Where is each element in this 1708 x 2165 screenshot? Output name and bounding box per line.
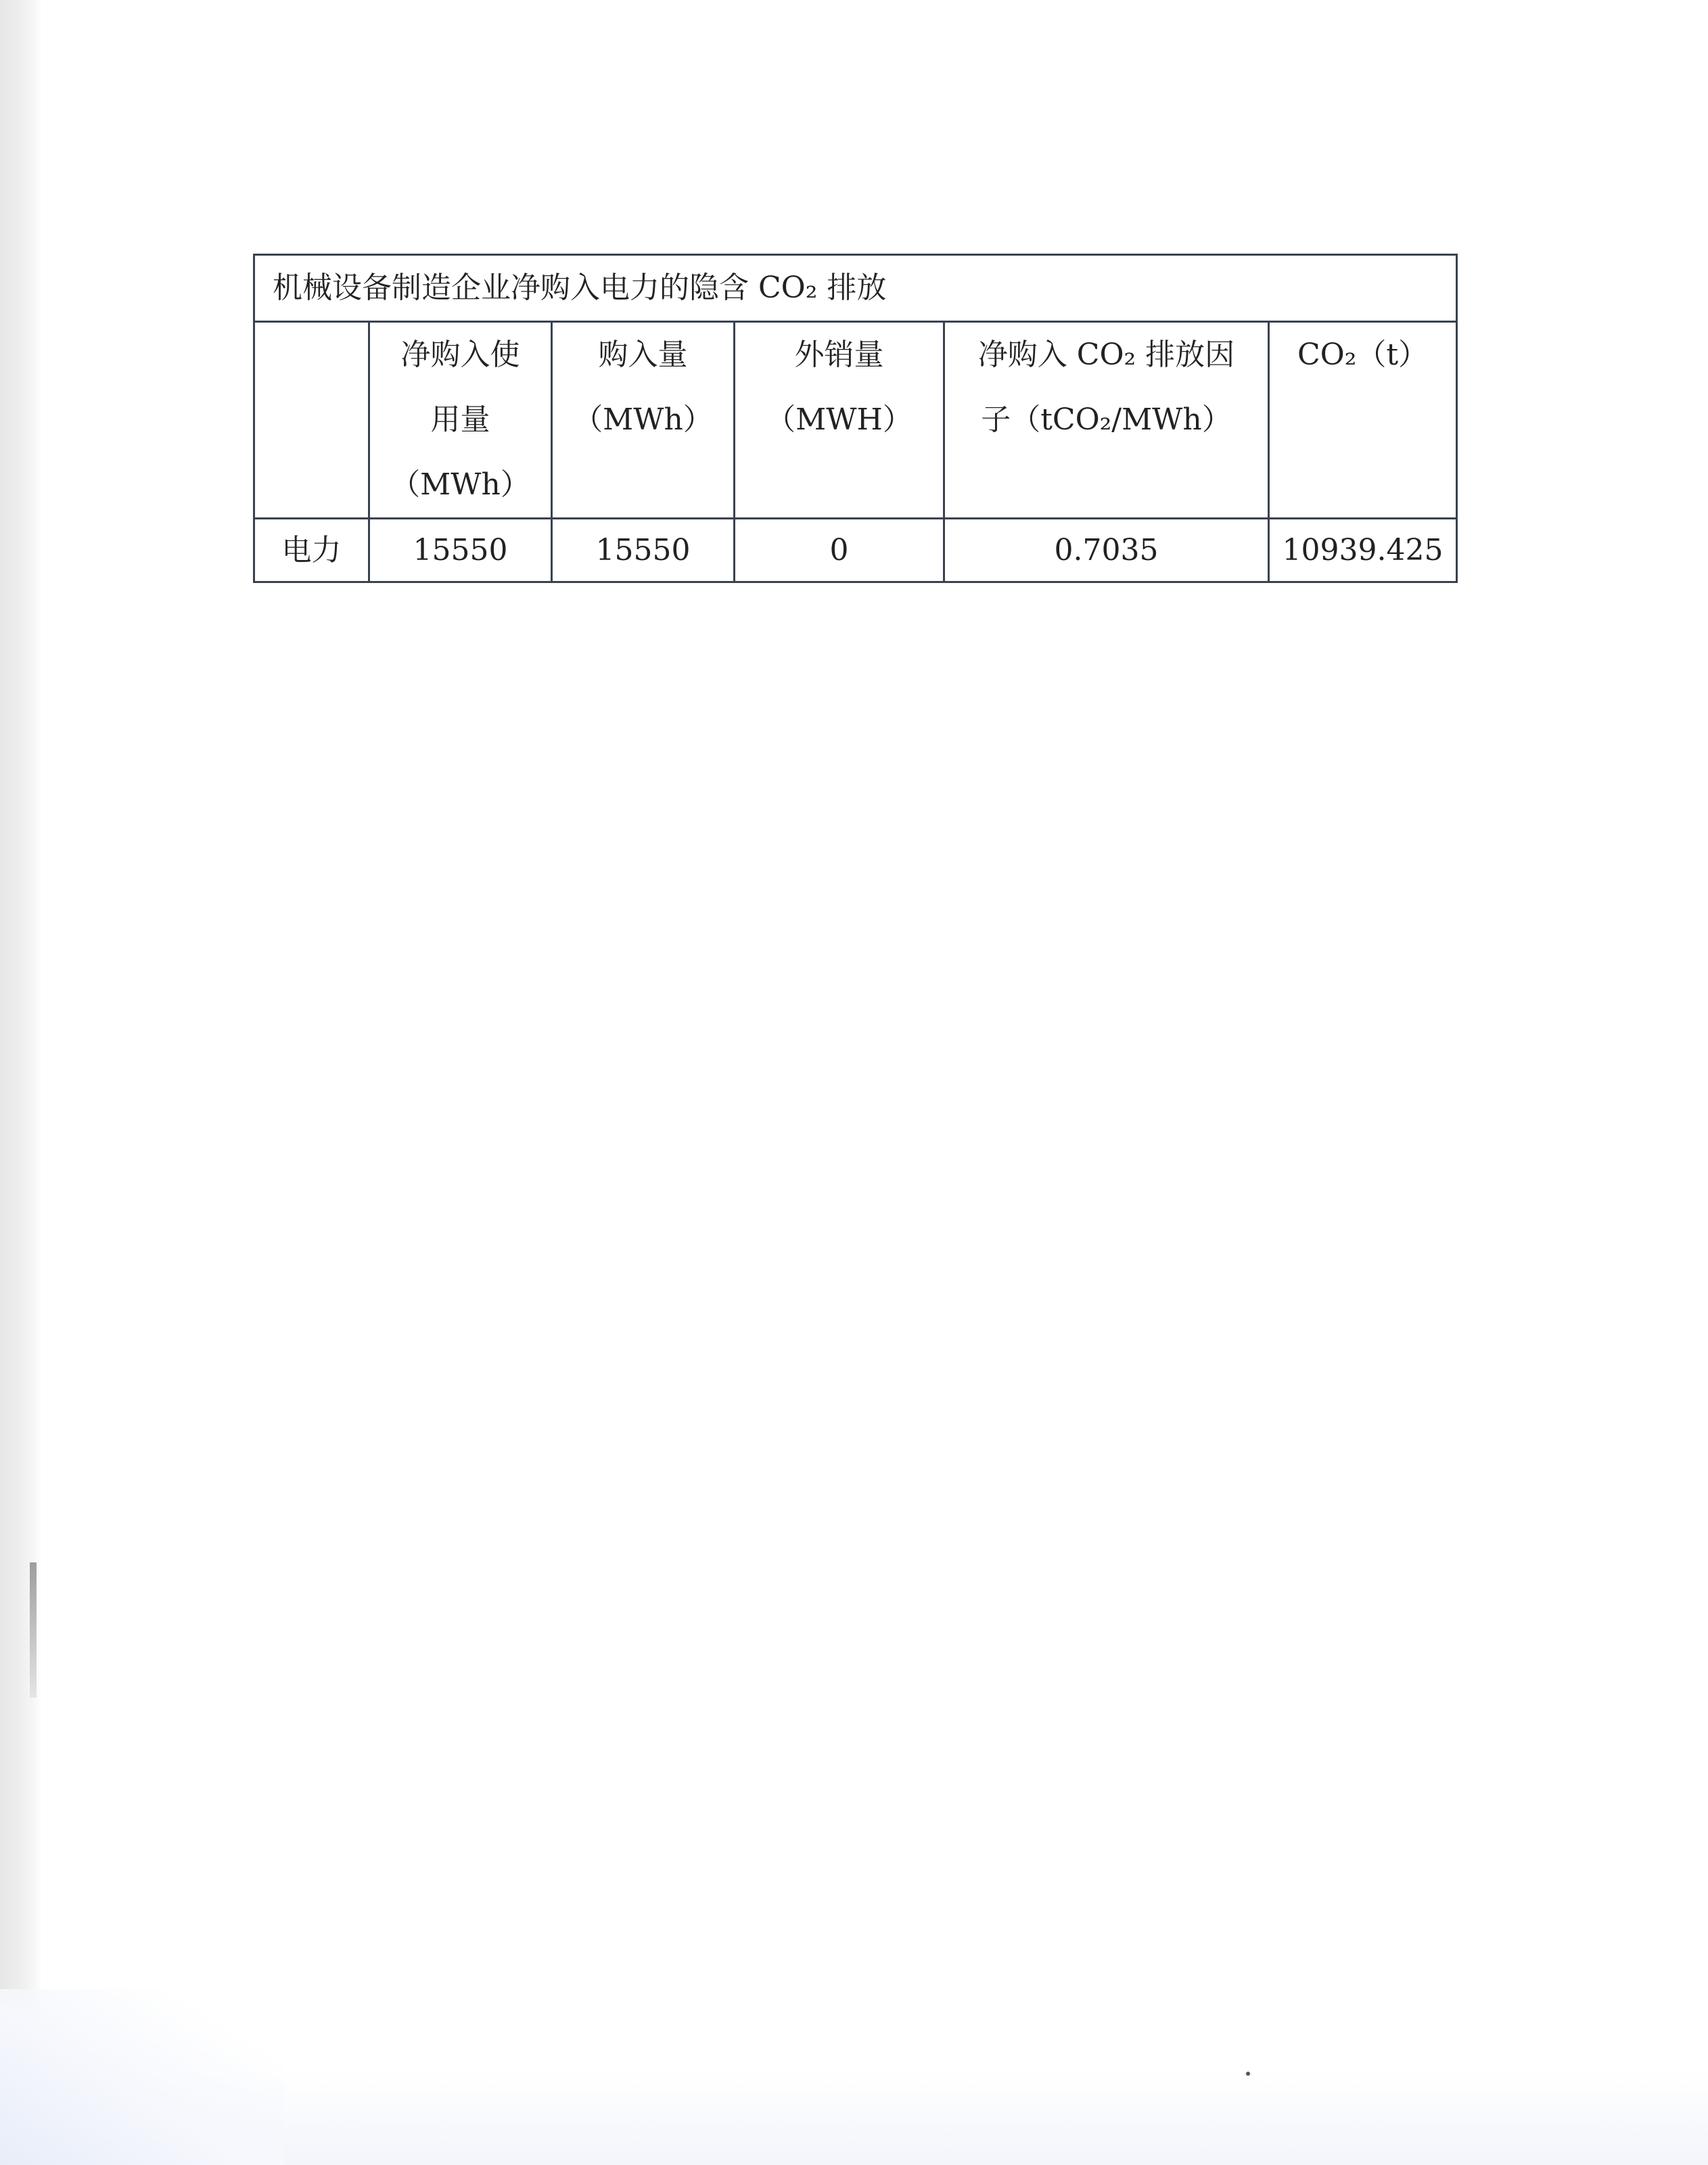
table-title: 机械设备制造企业净购入电力的隐含 CO₂ 排放 (254, 255, 1457, 322)
header-exported: 外销量 （MWH） (735, 322, 944, 519)
cell-purchased: 15550 (552, 519, 735, 582)
scan-corner-tint (0, 1989, 284, 2165)
header-cell-empty (254, 322, 369, 519)
cell-net-purchase-usage: 15550 (369, 519, 552, 582)
header-net-purchase-usage: 净购入使 用量 （MWh） (369, 322, 552, 519)
header-purchased: 购入量 （MWh） (552, 322, 735, 519)
scan-mark (30, 1562, 37, 1698)
table-header-row (254, 322, 1457, 519)
cell-emission-factor: 0.7035 (944, 519, 1269, 582)
row-label: 电力 (254, 519, 369, 582)
cell-exported: 0 (735, 519, 944, 582)
header-co2: CO₂（t） (1269, 322, 1457, 519)
scan-edge (0, 0, 42, 2165)
header-emission-factor: 净购入 CO₂ 排放因 子（tCO₂/MWh） (944, 322, 1269, 519)
speck (1246, 2072, 1250, 2076)
cell-co2: 10939.425 (1269, 519, 1457, 582)
table-row (254, 519, 1457, 582)
emission-table (253, 254, 1458, 583)
